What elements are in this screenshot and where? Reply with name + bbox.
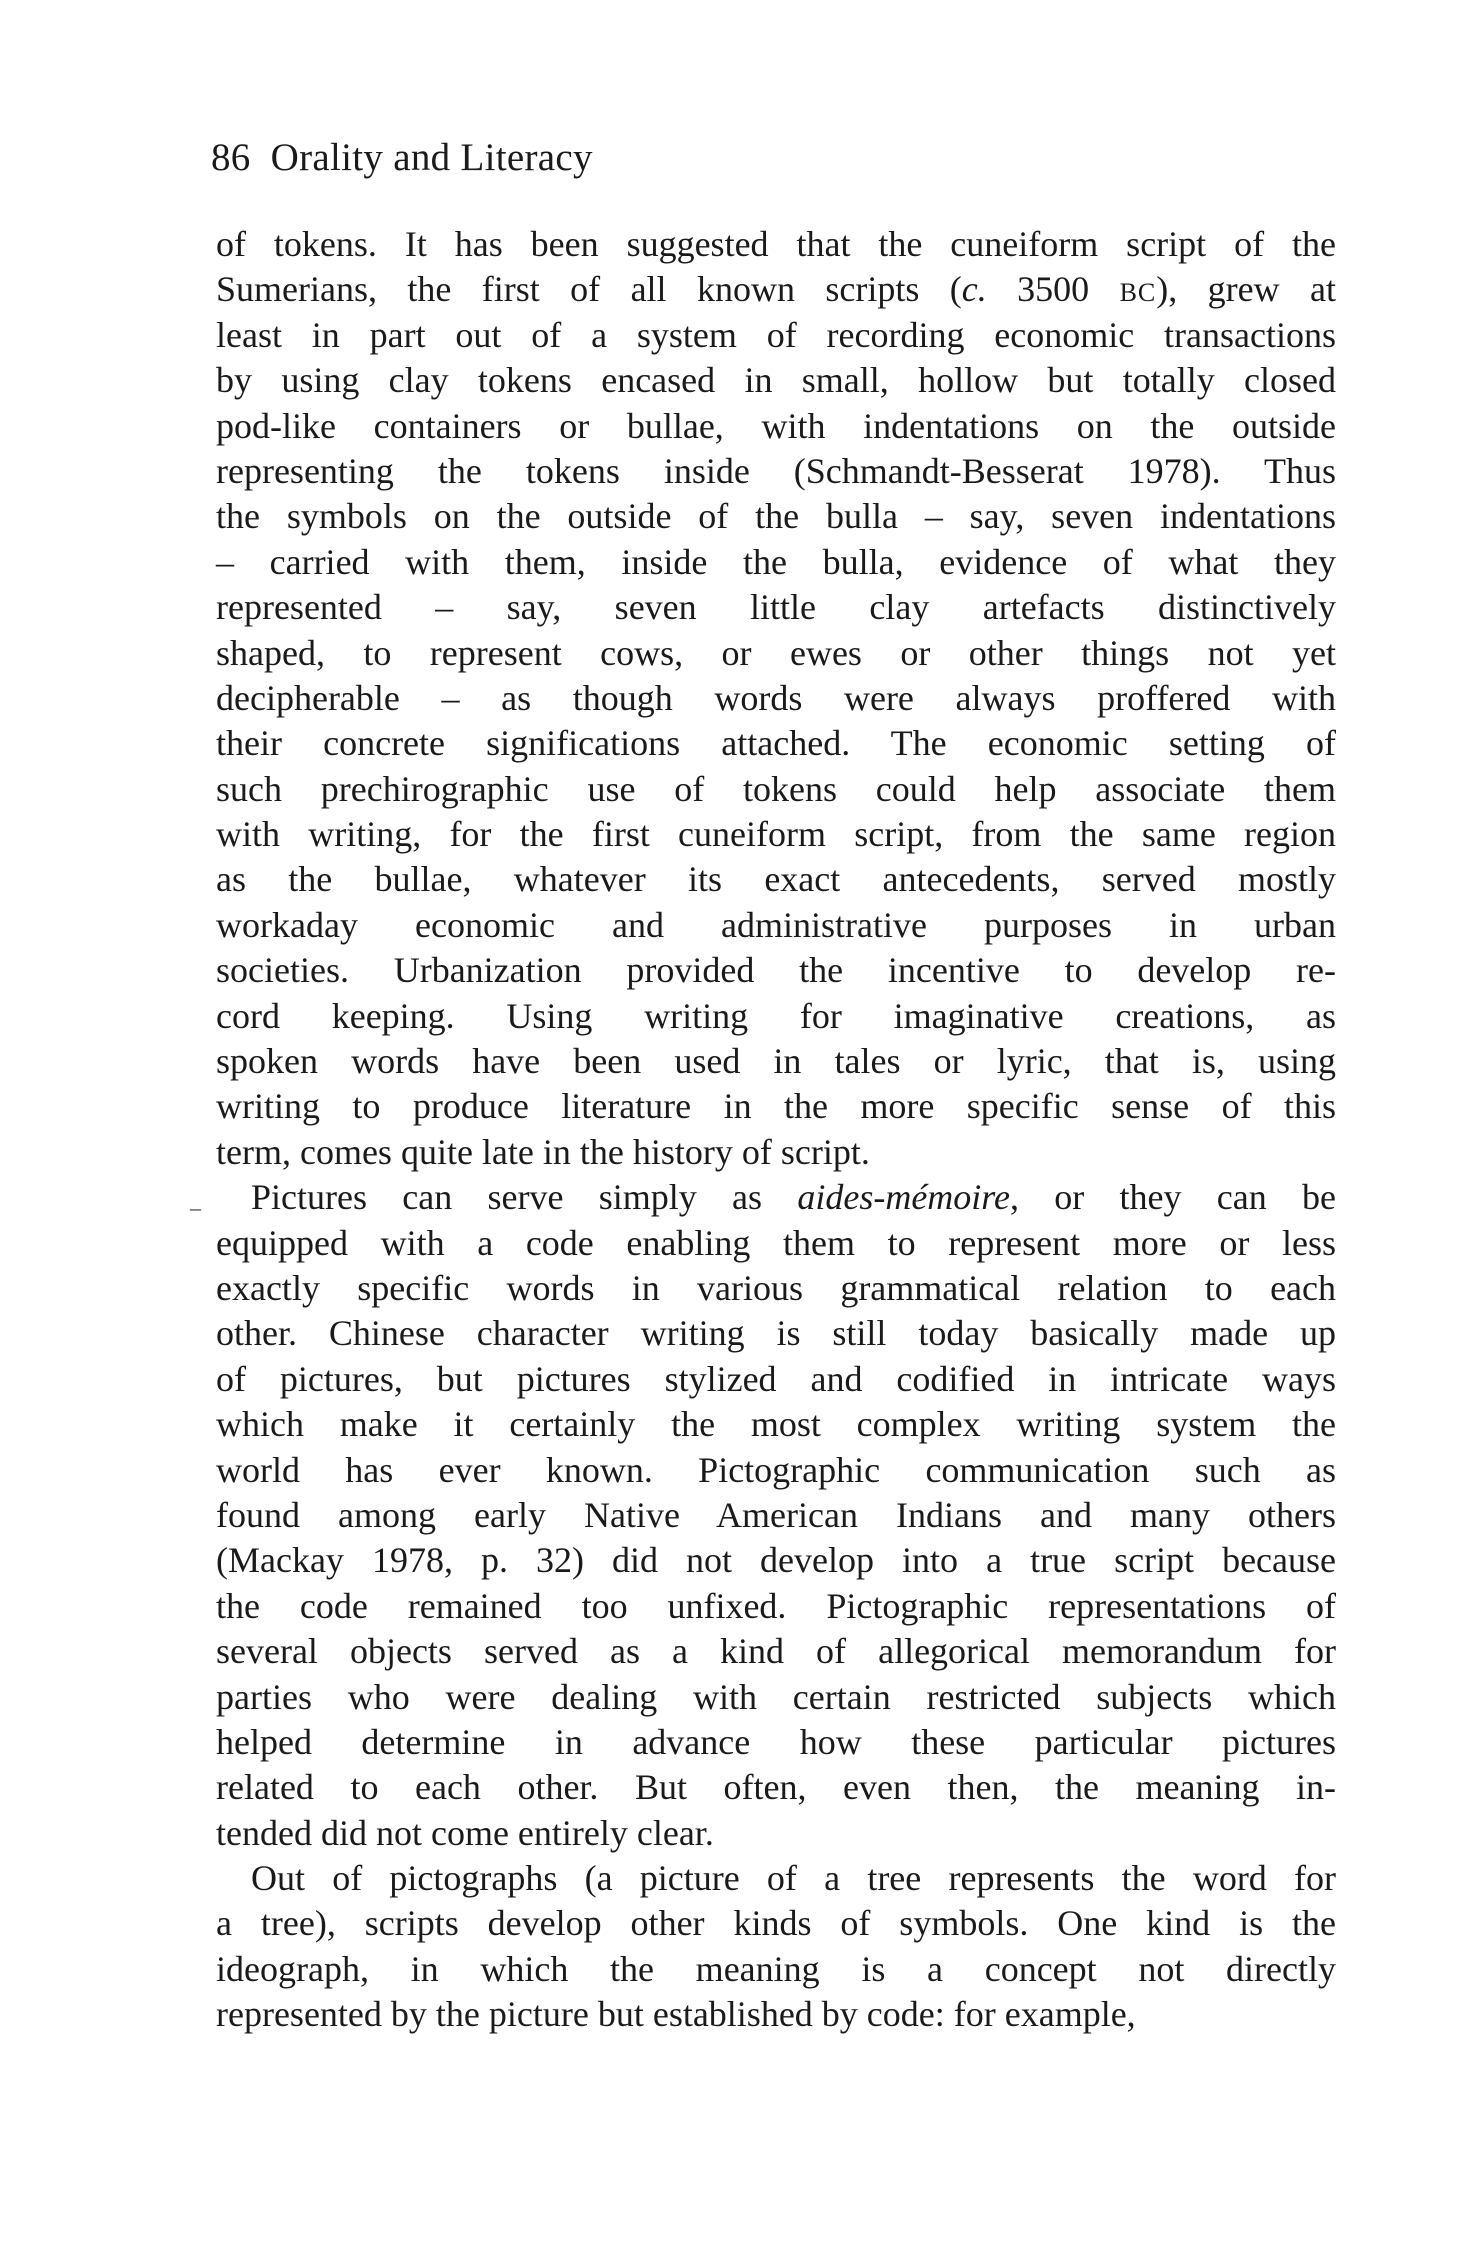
text-line: the symbols on the outside of the bulla – say, seven indentations <box>216 496 1336 537</box>
text-line: Pictures can serve simply as aides-mémoire, or they can be <box>251 1177 1337 1218</box>
text-line: least in part out of a system of recording economic transactions <box>216 314 1336 355</box>
text-line: represented by the picture but established by code: for example, <box>216 1994 1136 2035</box>
paragraph <box>216 1856 1336 2038</box>
text-line: representing the tokens inside (Schmandt-Besserat 1978). Thus <box>216 450 1336 491</box>
text-line: Out of pictographs (a picture of a tree represents the word for <box>251 1858 1336 1899</box>
text-line: cord keeping. Using writing for imaginative creations, as <box>216 995 1336 1036</box>
text-line: the code remained too unfixed. Pictographic representations of <box>216 1585 1336 1626</box>
text-line: helped determine in advance how these particular pictures <box>216 1721 1336 1762</box>
text-line: decipherable – as though words were always proffered with <box>216 677 1336 718</box>
small-caps-era: BC <box>1119 278 1157 308</box>
margin-mark: – <box>190 1195 201 1220</box>
text-line: which make it certainly the most complex writing system the <box>216 1404 1336 1445</box>
text-line: of tokens. It has been suggested that the cuneiform script of the <box>216 224 1336 264</box>
text-line: workaday economic and administrative purposes in urban <box>216 904 1336 945</box>
text-line: by using clay tokens encased in small, hollow but totally closed <box>216 360 1336 401</box>
text-line: (Mackay 1978, p. 32) did not develop into a true script because <box>216 1540 1336 1581</box>
paragraph <box>216 1175 1336 1856</box>
text-line: Sumerians, the first of all known scripts (c. 3500 BC), grew at <box>216 269 1337 310</box>
text-line: represented – say, seven little clay artefacts distinctively <box>216 587 1336 628</box>
text-line: equipped with a code enabling them to represent more or less <box>216 1222 1336 1263</box>
italic-term: aides-mémoire <box>797 1177 1010 1218</box>
text-line: shaped, to represent cows, or ewes or other things not yet <box>216 632 1336 673</box>
body-text <box>216 222 1336 2038</box>
text-line: of pictures, but pictures stylized and codified in intricate ways <box>216 1358 1336 1399</box>
text-line: related to each other. But often, even then, the meaning in- <box>216 1767 1336 1808</box>
text-line: with writing, for the first cuneiform script, from the same region <box>216 814 1336 855</box>
page-number: 86 <box>211 136 251 179</box>
text-line: found among early Native American Indians and many others <box>216 1494 1336 1535</box>
text-line: tended did not come entirely clear. <box>216 1812 714 1853</box>
paragraph <box>216 222 1336 1175</box>
text-line: ideograph, in which the meaning is a concept not directly <box>216 1948 1336 1989</box>
running-head <box>211 128 593 188</box>
text-line: societies. Urbanization provided the incentive to develop re- <box>216 950 1336 991</box>
text-line: writing to produce literature in the more specific sense of this <box>216 1086 1336 1127</box>
text-line: their concrete significations attached. The economic setting of <box>216 723 1336 764</box>
paragraph-container <box>216 222 1336 2038</box>
text-line: a tree), scripts develop other kinds of symbols. One kind is the <box>216 1903 1336 1944</box>
italic-circa: c. <box>961 269 987 310</box>
text-line: such prechirographic use of tokens could help associate them <box>216 768 1336 809</box>
text-line: – carried with them, inside the bulla, evidence of what they <box>216 541 1336 582</box>
text-line: several objects served as a kind of allegorical memorandum for <box>216 1631 1336 1672</box>
text-line: term, comes quite late in the history of script. <box>216 1131 870 1172</box>
text-line: pod-like containers or bullae, with indentations on the outside <box>216 405 1336 446</box>
text-line: exactly specific words in various grammatical relation to each <box>216 1267 1336 1308</box>
text-line: as the bullae, whatever its exact antecedents, served mostly <box>216 859 1336 900</box>
text-line: world has ever known. Pictographic communication such as <box>216 1449 1336 1490</box>
text-line: parties who were dealing with certain restricted subjects which <box>216 1676 1336 1717</box>
text-line: spoken words have been used in tales or lyric, that is, using <box>216 1041 1336 1082</box>
text-line: other. Chinese character writing is still today basically made up <box>216 1313 1336 1354</box>
running-title: Orality and Literacy <box>270 136 593 179</box>
